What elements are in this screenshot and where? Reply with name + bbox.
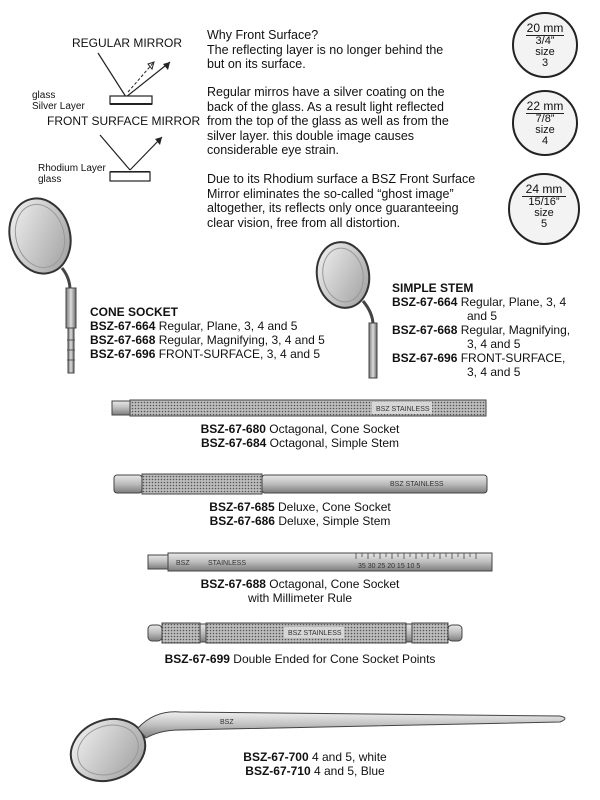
regular-glass-label: glass [32,90,56,101]
handle-2-caption: BSZ-67-685 Deluxe, Cone Socket BSZ-67-686 Deluxe, Simple Stem [209,500,391,528]
handle-4-caption: BSZ-67-699 Double Ended for Cone Socket Points [164,652,436,666]
handle-stamp: BSZ STAINLESS [376,406,430,413]
handle-stamp: BSZ STAINLESS [288,630,342,637]
octagonal-handle-illustration [110,398,490,418]
size-circle-3: 20 mm 3/4” size 3 [512,12,578,78]
double-ended-handle-illustration [146,620,466,646]
simple-stem-list [392,281,597,379]
front-glass-label: glass [38,174,62,185]
size-circle-5: 24 mm 15/16” size 5 [508,173,580,245]
millimeter-rule-handle-illustration [146,551,496,573]
list-item: BSZ-67-664 Regular, Plane, 3, 4 [392,295,567,309]
simple-stem-heading: SIMPLE STEM [392,281,474,295]
list-item: BSZ-67-664 Regular, Plane, 3, 4 and 5 [90,319,298,333]
list-item-continuation: and 5 [467,309,498,323]
handle-stamp: STAINLESS [208,560,246,567]
deluxe-handle-illustration [112,472,492,496]
handle-stamp: BSZ STAINLESS [390,481,444,488]
list-item-continuation: 3, 4 and 5 [467,337,521,351]
rhodium-layer-label: Rhodium Layer [38,163,106,174]
handle-stamp: BSZ [220,719,234,726]
handle-stamp: BSZ [176,560,190,567]
intro-paragraph-2: Regular mirros have a silver coating on the back of the glass. As a result light reflected from the top of the glass as well as from the silver layer. this double image causes considerable eye strain. [207,85,449,157]
list-item: BSZ-67-668 Regular, Magnifying, [392,323,571,337]
handle-1-caption: BSZ-67-680 Octagonal, Cone Socket BSZ-67-684 Octagonal, Simple Stem [200,422,400,450]
mirror-700-caption: BSZ-67-700 4 and 5, white BSZ-67-710 4 and 5, Blue [243,750,387,778]
front-surface-mirror-title: FRONT SURFACE MIRROR [47,114,201,128]
handle-3-caption: BSZ-67-688 Octagonal, Cone Socket with Millimeter Rule [200,577,400,605]
list-item: BSZ-67-696 FRONT-SURFACE, 3, 4 and 5 [90,347,321,361]
cone-socket-list [90,305,325,361]
size-circle-4: 22 mm 7/8” size 4 [512,90,578,156]
list-item: BSZ-67-668 Regular, Magnifying, 3, 4 and 5 [90,333,325,347]
list-item-continuation: 3, 4 and 5 [467,365,521,379]
cone-socket-heading: CONE SOCKET [90,305,179,319]
intro-paragraph-3: Due to its Rhodium surface a BSZ Front Surface Mirror eliminates the so-called “ghost image” altogether, its reflects only once guaranteeing clear vision, free from all distortion. [207,172,476,230]
list-item: BSZ-67-696 FRONT-SURFACE, [392,351,566,365]
millimeter-scale: 35 30 25 20 15 10 5 [358,563,421,570]
silver-layer-label: Silver Layer [32,101,85,112]
regular-mirror-title: REGULAR MIRROR [72,36,183,50]
intro-paragraph-1: Why Front Surface? The reflecting layer is no longer behind the but on its surface. [207,28,444,71]
